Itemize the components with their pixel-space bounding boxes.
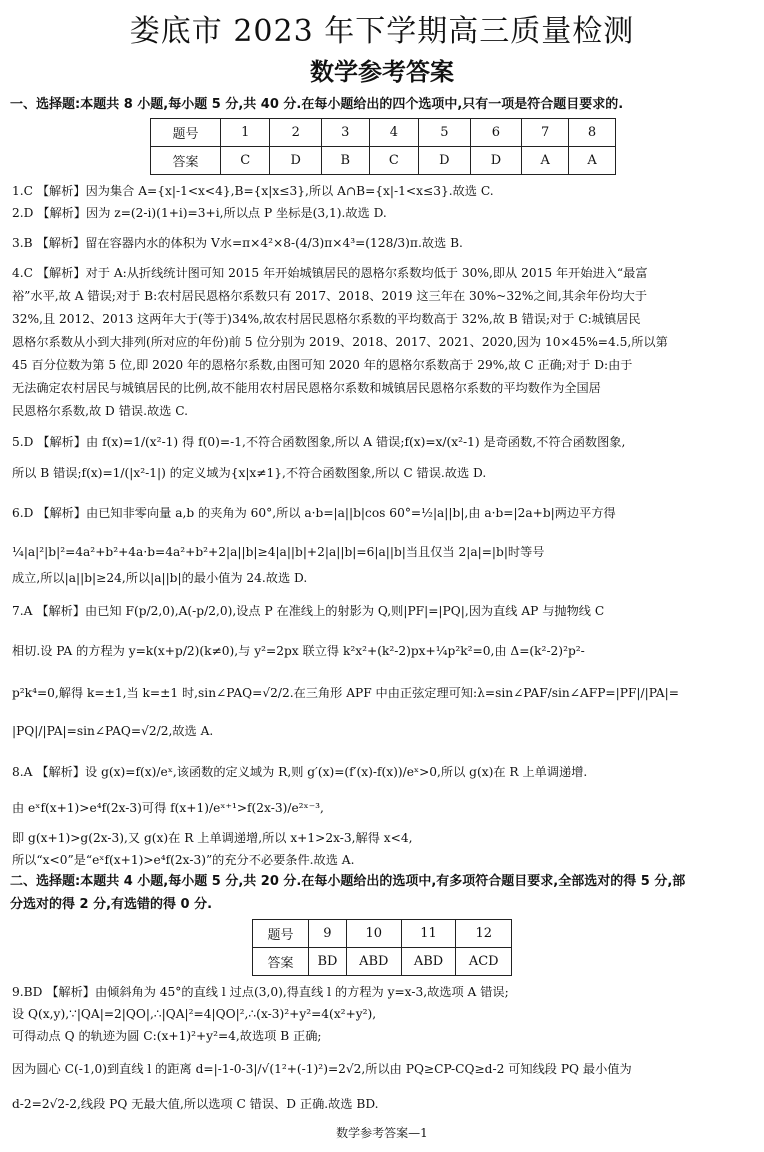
table-row (151, 147, 616, 175)
table-cell: C (221, 147, 270, 175)
solution-9-line: 可得动点 Q 的轨迹为圆 C:(x+1)²+y²=4,故选项 B 正确; (12, 1029, 322, 1043)
solution-9-line: 设 Q(x,y),∵|QA|=2|QO|,∴|QA|²=4|QO|²,∴(x-3)²+y²=4(x²+y²), (12, 1007, 377, 1021)
table-cell: 答案 (151, 147, 221, 175)
solution-8-line: 即 g(x+1)>g(2x-3),又 g(x)在 R 上单调递增,所以 x+1>2x-3,解得 x<4, (12, 831, 413, 845)
table-cell: 3 (322, 119, 370, 147)
solution-7-line: 7.A 【解析】由已知 F(p/2,0),A(-p/2,0),设点 P 在准线上的射影为 Q,则|PF|=|PQ|,因为直线 AP 与抛物线 C (12, 604, 605, 618)
page-title: 娄底市 2023 年下学期高三质量检测 (129, 14, 635, 49)
table-cell: ABD (346, 948, 401, 976)
solution-8-line: 所以“x<0”是“eˣf(x+1)>e⁴f(2x-3)”的充分不必要条件.故选 A. (12, 853, 355, 867)
solution-6-line: 6.D 【解析】由已知非零向量 a,b 的夹角为 60°,所以 a·b=|a||b|cos 60°=½|a||b|,由 a·b=|2a+b|两边平方得 (12, 506, 616, 520)
solution-3: 3.B 【解析】留在容器内水的体积为 V水=π×4²×8-(4/3)π×4³=(128/3)π.故选 B. (12, 236, 463, 250)
solution-5-line: 5.D 【解析】由 f(x)=1/(x²-1) 得 f(0)=-1,不符合函数图象,所以 A 错误;f(x)=x/(x²-1) 是奇函数,不符合函数图象, (12, 435, 626, 449)
table-row (253, 920, 512, 948)
solution-4-line: 32%,且 2012、2013 这两年大于(等于)34%,故农村居民恩格尔系数的平均数高于 32%,故 B 错误;对于 C:城镇居民 (12, 312, 641, 326)
solution-4-line: 4.C 【解析】对于 A:从折线统计图可知 2015 年开始城镇居民的恩格尔系数均低于 30%,即从 2015 年开始进入“最富 (12, 266, 648, 280)
solution-4-line: 45 百分位数为第 5 位,即 2020 年的恩格尔系数,由图可知 2020 年的恩格尔系数高于 29%,故 C 正确;对于 D:由于 (12, 358, 633, 372)
solution-9-line: d-2=2√2-2,线段 PQ 无最大值,所以选项 C 错误、D 正确.故选 BD. (12, 1097, 379, 1111)
table-row (151, 119, 616, 147)
section-1-heading: 一、选择题:本题共 8 小题,每小题 5 分,共 40 分.在每小题给出的四个选项中,只有一项是符合题目要求的. (10, 97, 624, 112)
table-cell: ABD (401, 948, 456, 976)
table-cell: 1 (221, 119, 270, 147)
table-cell: 11 (401, 920, 456, 948)
solution-7-line: |PQ|/|PA|=sin∠PAQ=√2/2,故选 A. (12, 724, 214, 738)
page-footer: 数学参考答案—1 (336, 1126, 428, 1140)
solution-5-line: 所以 B 错误;f(x)=1/(|x²-1|) 的定义域为{x|x≠1},不符合函数图象,所以 C 错误.故选 D. (12, 466, 487, 480)
solution-9-line: 因为圆心 C(-1,0)到直线 l 的距离 d=|-1-0-3|/√(1²+(-1)²)=2√2,所以由 PQ≥CP-CQ≥d-2 可知线段 PQ 最小值为 (12, 1062, 632, 1076)
table-cell: 8 (569, 119, 616, 147)
answer-table-2 (252, 919, 512, 976)
table-cell: 6 (470, 119, 522, 147)
table-cell: D (470, 147, 522, 175)
table-cell: 10 (346, 920, 401, 948)
section-2-heading-cont: 分选对的得 2 分,有选错的得 0 分. (10, 897, 213, 912)
table-cell: 答案 (253, 948, 309, 976)
solution-7-line: 相切.设 PA 的方程为 y=k(x+p/2)(k≠0),与 y²=2px 联立得 k²x²+(k²-2)px+¼p²k²=0,由 Δ=(k²-2)²p²- (12, 644, 585, 658)
table-row (253, 948, 512, 976)
solution-4-line: 裕”水平,故 A 错误;对于 B:农村居民恩格尔系数只有 2017、2018、2019 这三年在 30%~32%之间,其余年份均大于 (12, 289, 648, 303)
table-cell: C (369, 147, 418, 175)
table-cell: ACD (456, 948, 512, 976)
table-cell: 4 (369, 119, 418, 147)
table-cell: D (270, 147, 322, 175)
solution-8-line: 由 eˣf(x+1)>e⁴f(2x-3)可得 f(x+1)/eˣ⁺¹>f(2x-3)/e²ˣ⁻³, (12, 801, 324, 815)
table-cell: 题号 (253, 920, 309, 948)
solution-4-line: 无法确定农村居民与城镇居民的比例,故不能用农村居民恩格尔系数和城镇居民恩格尔系数的平均数作为全国居 (12, 381, 601, 395)
solution-7-line: p²k⁴=0,解得 k=±1,当 k=±1 时,sin∠PAQ=√2/2.在三角形 APF 中由正弦定理可知:λ=sin∠PAF/sin∠AFP=|PF|/|PA|= (12, 686, 679, 700)
solution-4-line: 恩格尔系数从小到大排列(所对应的年份)前 5 位分别为 2019、2018、2017、2021、2020,因为 10×45%=4.5,所以第 (12, 335, 668, 349)
solution-8-line: 8.A 【解析】设 g(x)=f(x)/eˣ,该函数的定义域为 R,则 g′(x)=(f′(x)-f(x))/eˣ>0,所以 g(x)在 R 上单调递增. (12, 765, 588, 779)
table-cell: 12 (456, 920, 512, 948)
solution-2: 2.D 【解析】因为 z=(2-i)(1+i)=3+i,所以点 P 坐标是(3,1).故选 D. (12, 206, 387, 220)
table-cell: D (419, 147, 471, 175)
table-cell: 5 (419, 119, 471, 147)
solution-1: 1.C 【解析】因为集合 A={x|-1<x<4},B={x|x≤3},所以 A∩B={x|-1<x≤3}.故选 C. (12, 184, 494, 198)
table-cell: A (569, 147, 616, 175)
solution-9-line: 9.BD 【解析】由倾斜角为 45°的直线 l 过点(3,0),得直线 l 的方程为 y=x-3,故选项 A 错误; (12, 985, 509, 999)
solution-4-line: 民恩格尔系数,故 D 错误.故选 C. (12, 404, 188, 418)
solution-6-line: 成立,所以|a||b|≥24,所以|a||b|的最小值为 24.故选 D. (12, 571, 308, 585)
table-cell: B (322, 147, 370, 175)
table-cell: 题号 (151, 119, 221, 147)
table-cell: BD (309, 948, 347, 976)
table-cell: 2 (270, 119, 322, 147)
section-2-heading: 二、选择题:本题共 4 小题,每小题 5 分,共 20 分.在每小题给出的选项中,有多项符合题目要求,全部选对的得 5 分,部 (10, 874, 686, 889)
page-subtitle: 数学参考答案 (310, 58, 454, 86)
table-cell: 9 (309, 920, 347, 948)
table-cell: 7 (522, 119, 569, 147)
table-cell: A (522, 147, 569, 175)
solution-6-line: ¼|a|²|b|²=4a²+b²+4a·b=4a²+b²+2|a||b|≥4|a||b|+2|a||b|=6|a||b|当且仅当 2|a|=|b|时等号 (12, 545, 545, 559)
answer-table-1 (150, 118, 616, 175)
